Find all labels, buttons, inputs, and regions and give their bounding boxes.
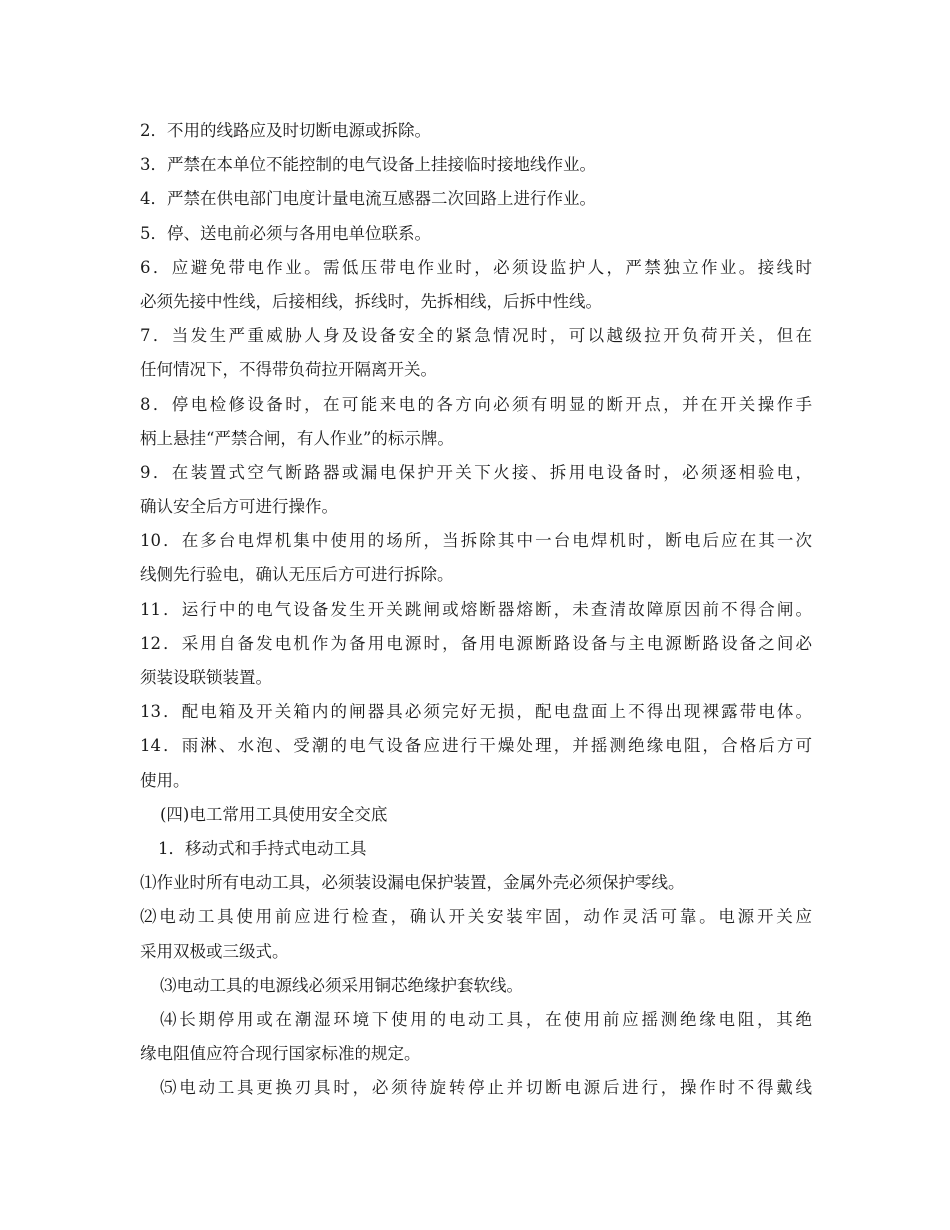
text-line: ⑴作业时所有电动工具，必须装设漏电保护装置，金属外壳必须保护零线。 <box>140 873 685 893</box>
text-line: 确认安全后方可进行操作。 <box>140 497 338 517</box>
text-line: 缘电阻值应符合现行国家标准的规定。 <box>140 1044 421 1064</box>
text-line: 10．在多台电焊机集中使用的场所，当拆除其中一台电焊机时，断电后应在其一次 <box>140 531 812 551</box>
text-line: ⑵电动工具使用前应进行检查，确认开关安装牢固，动作灵活可靠。电源开关应 <box>140 907 812 927</box>
text-line: 14．雨淋、水泡、受潮的电气设备应进行干燥处理，并摇测绝缘电阻，合格后方可 <box>140 736 812 756</box>
text-line: 13．配电箱及开关箱内的闸器具必须完好无损，配电盘面上不得出现裸露带电体。 <box>140 702 812 722</box>
text-line: 5．停、送电前必须与各用电单位联系。 <box>140 223 431 243</box>
text-line: 采用双极或三级式。 <box>140 941 289 961</box>
text-line: 9．在装置式空气断路器或漏电保护开关下火接、拆用电设备时，必须逐相验电， <box>140 462 812 482</box>
text-line: ⑸电动工具更换刃具时，必须待旋转停止并切断电源后进行，操作时不得戴线 <box>160 1078 812 1098</box>
document-body <box>140 114 812 1105</box>
text-line: 6．应避免带电作业。需低压带电作业时，必须设监护人，严禁独立作业。接线时 <box>140 257 812 277</box>
text-line: 线侧先行验电，确认无压后方可进行拆除。 <box>140 565 454 585</box>
text-line: 柄上悬挂“严禁合闸，有人作业”的标示牌。 <box>140 428 454 448</box>
text-line: ⑶电动工具的电源线必须采用铜芯绝缘护套软线。 <box>160 975 523 995</box>
text-line: 须装设联锁装置。 <box>140 668 272 687</box>
text-line: 任何情况下，不得带负荷拉开隔离开关。 <box>140 360 437 380</box>
subsection-heading: 1．移动式和手持式电动工具 <box>158 838 367 858</box>
text-line: 3．严禁在本单位不能控制的电气设备上挂接临时接地线作业。 <box>140 155 596 175</box>
text-line: 7．当发生严重威胁人身及设备安全的紧急情况时，可以越级拉开负荷开关，但在 <box>140 326 812 346</box>
text-line: 12．采用自备发电机作为备用电源时，备用电源断路设备与主电源断路设备之间必 <box>140 633 812 653</box>
text-line: 4．严禁在供电部门电度计量电流互感器二次回路上进行作业。 <box>140 189 596 209</box>
text-line: 必须先接中性线，后接相线，拆线时，先拆相线，后拆中性线。 <box>140 291 602 311</box>
text-line: ⑷长期停用或在潮湿环境下使用的电动工具，在使用前应摇测绝缘电阻，其绝 <box>160 1009 812 1029</box>
text-line: 2．不用的线路应及时切断电源或拆除。 <box>140 121 431 140</box>
text-line: 使用。 <box>140 770 190 790</box>
section-heading: (四)电工常用工具使用安全交底 <box>160 804 388 824</box>
text-line: 11．运行中的电气设备发生开关跳闸或熔断器熔断，未查清故障原因前不得合闸。 <box>140 599 812 619</box>
text-line: 8．停电检修设备时，在可能来电的各方向必须有明显的断开点，并在开关操作手 <box>140 394 812 414</box>
